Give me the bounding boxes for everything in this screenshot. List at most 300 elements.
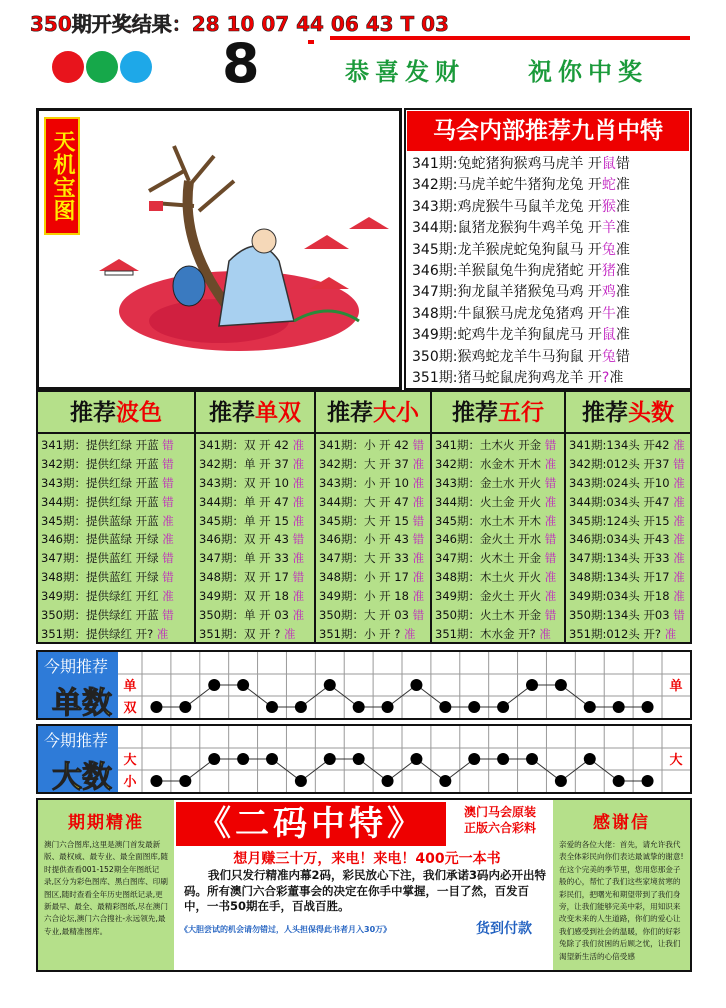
table-row xyxy=(38,493,194,512)
table-row xyxy=(566,587,690,606)
table-row xyxy=(432,474,564,493)
zodiac-issue: 343期: xyxy=(412,198,458,215)
chart-row-label-bottom: 小 xyxy=(123,775,137,790)
chart-dot xyxy=(266,753,278,765)
zodiac-picks: 鼠猪龙猴狗牛鸡羊兔 xyxy=(457,220,584,237)
chart-row-label-top: 单 xyxy=(123,679,137,694)
odd-even-chart-label xyxy=(38,652,118,721)
table-row xyxy=(38,587,194,606)
chart-dot xyxy=(642,701,654,713)
row-text: 346期:034头 开43 xyxy=(569,532,670,547)
row-status: 准 xyxy=(673,532,685,547)
zodiac-result: 鼠 xyxy=(601,327,616,344)
row-status: 准 xyxy=(544,589,557,604)
column-title-highlight: 波色 xyxy=(116,400,162,426)
row-text: 350期：火土木 开金 xyxy=(435,608,542,623)
table-row xyxy=(196,455,314,474)
zodiac-issue: 348期: xyxy=(412,305,458,322)
zodiac-row xyxy=(412,261,692,282)
table-row xyxy=(316,568,430,587)
table-row xyxy=(432,568,564,587)
zodiac-row xyxy=(412,282,692,303)
row-status: 准 xyxy=(544,570,557,585)
row-status: 准 xyxy=(412,456,425,471)
big-small-column xyxy=(316,392,432,642)
cash-on-delivery-label: 货到付款 xyxy=(476,921,532,937)
zodiac-status: 准 xyxy=(615,327,630,344)
column-title-prefix: 推荐 xyxy=(70,400,116,426)
row-status: 准 xyxy=(162,589,174,604)
chart-dot xyxy=(497,753,509,765)
treasure-map-panel xyxy=(36,108,402,390)
table-row xyxy=(432,436,564,455)
table-row xyxy=(566,530,690,549)
odd-even-chart-grid xyxy=(118,652,690,718)
row-text: 341期：双 开 42 xyxy=(199,438,289,452)
zodiac-result: 羊 xyxy=(601,220,616,237)
table-row xyxy=(316,530,430,549)
table-row xyxy=(432,530,564,549)
row-text: 348期：双 开 17 xyxy=(199,570,289,585)
row-status: 准 xyxy=(292,513,305,528)
table-row xyxy=(316,512,430,531)
zodiac-open: 开 xyxy=(587,348,602,365)
table-row xyxy=(38,512,194,531)
table-row xyxy=(38,436,194,455)
chart-dot xyxy=(555,775,567,787)
zodiac-row xyxy=(412,304,692,325)
column-title-prefix: 推荐 xyxy=(209,400,255,426)
row-status: 准 xyxy=(162,513,174,528)
row-text: 342期:012头 开37 xyxy=(569,456,670,471)
zodiac-status: 准 xyxy=(615,263,630,280)
row-text: 341期：土木火 开金 xyxy=(435,438,542,452)
chart-dot xyxy=(584,701,596,713)
chart-dot xyxy=(208,679,220,691)
chart-dot xyxy=(439,775,451,787)
zodiac-picks: 鸡虎猴牛马鼠羊龙兔 xyxy=(457,198,584,215)
row-status: 准 xyxy=(292,494,305,509)
row-status: 准 xyxy=(544,494,557,509)
table-row xyxy=(566,474,690,493)
column-title xyxy=(196,392,314,434)
row-text: 344期:034头 开47 xyxy=(569,494,670,509)
thanks-letter-title: 感谢信 xyxy=(593,813,650,833)
odd-even-column xyxy=(196,392,316,642)
row-status: 准 xyxy=(539,626,551,641)
row-status: 准 xyxy=(412,570,425,585)
row-status: 错 xyxy=(162,456,174,471)
big-small-chart-grid xyxy=(118,726,690,792)
table-row xyxy=(38,606,194,625)
zodiac-open: 开 xyxy=(587,327,602,344)
chart-dot xyxy=(410,679,422,691)
chart-right-label: 大 xyxy=(669,753,683,768)
left-panel-title: 期期精准 xyxy=(68,813,144,833)
zodiac-result: 鸡 xyxy=(601,284,616,301)
table-row xyxy=(432,549,564,568)
chart-dot xyxy=(266,701,278,713)
table-row xyxy=(38,625,194,644)
zodiac-picks: 猪马蛇鼠虎狗鸡龙羊 xyxy=(457,370,584,387)
row-status: 错 xyxy=(162,551,174,566)
zodiac-issue: 350期: xyxy=(412,348,458,365)
column-title xyxy=(38,392,194,434)
macao-label-line2: 正版六合彩料 xyxy=(463,821,536,835)
zodiac-issue: 346期: xyxy=(412,263,458,280)
chart-dot xyxy=(179,775,191,787)
row-text: 345期:124头 开15 xyxy=(569,513,670,528)
zodiac-result: 蛇 xyxy=(601,177,616,194)
column-title-highlight: 大小 xyxy=(373,400,419,426)
chart-dot xyxy=(613,701,625,713)
zodiac-row xyxy=(412,368,692,389)
treasure-map-illustration xyxy=(39,111,399,387)
chart-dot xyxy=(208,753,220,765)
zodiac-open: 开 xyxy=(587,156,602,172)
table-row xyxy=(196,474,314,493)
row-status: 错 xyxy=(162,438,174,452)
wave-color-column xyxy=(38,392,196,642)
table-row xyxy=(196,549,314,568)
zodiac-status: 错 xyxy=(615,348,630,365)
table-row xyxy=(316,606,430,625)
column-title-prefix: 推荐 xyxy=(327,400,373,426)
row-text: 346期：双 开 43 xyxy=(199,532,289,547)
chart-dot xyxy=(324,753,336,765)
zodiac-row xyxy=(412,175,692,196)
chart-right-label: 单 xyxy=(669,679,683,694)
thanks-letter-panel xyxy=(553,800,690,970)
issue-number: 8 xyxy=(222,32,260,95)
chart-dot xyxy=(150,775,162,787)
zodiac-issue: 342期: xyxy=(412,177,458,194)
chart-dot xyxy=(353,753,365,765)
chart-dot xyxy=(468,701,480,713)
row-status: 准 xyxy=(412,475,425,490)
zodiac-issue: 347期: xyxy=(412,284,458,301)
draw-result-text: 350期开奖结果：28 10 07 44 06 43 T 03 xyxy=(30,12,449,36)
zodiac-issue: 344期: xyxy=(412,220,458,237)
earn-headline: 想月赚三十万，来电！来电！400元一本书 xyxy=(233,851,501,867)
row-text: 351期：木水金 开? xyxy=(435,626,536,641)
macao-label-line1: 澳门马会原装 xyxy=(463,805,536,819)
slogan-left: 恭喜发财 xyxy=(345,57,465,86)
column-title-prefix: 推荐 xyxy=(452,400,498,426)
row-status: 准 xyxy=(673,475,685,490)
zodiac-row xyxy=(412,197,692,218)
header-divider xyxy=(330,36,690,40)
row-text: 342期：大 开 37 xyxy=(319,456,409,471)
zodiac-status: 准 xyxy=(615,305,630,322)
row-text: 341期：提供红绿 开蓝 xyxy=(41,438,159,452)
table-row xyxy=(432,587,564,606)
row-text: 345期：单 开 15 xyxy=(199,513,289,528)
table-row xyxy=(316,587,430,606)
row-text: 348期:134头 开17 xyxy=(569,570,670,585)
row-status: 准 xyxy=(284,626,296,641)
zodiac-row xyxy=(412,325,692,346)
column-title xyxy=(432,392,564,434)
thanks-letter-text: 亲爱的各位大佬：首先，请允许我代表全体彩民向你们表达最诚挚的谢意!在这个完美的季节里，您用您那金子般的心，帮忙了我们这些家境贫寒的彩民们，把曙光和期望带到了我们身旁，让我们能够完美中彩，用知识来改变未来的人生道路，你们的爱心让我们感受到社会的温暖，你们的好彩兔除了我们贫困的后顾之忧，让我们渴望新生活的心倍受感 xyxy=(559,840,684,961)
zodiac-issue: 345期: xyxy=(412,241,458,258)
row-status: 错 xyxy=(162,475,174,490)
chart-label-top: 今期推荐 xyxy=(44,657,109,676)
zodiac-row xyxy=(412,347,692,368)
row-status: 准 xyxy=(156,626,169,641)
row-text: 346期：提供蓝绿 开绿 xyxy=(41,532,159,547)
zodiac-open: 开 xyxy=(587,305,602,322)
table-row xyxy=(566,455,690,474)
chart-label-top: 今期推荐 xyxy=(44,731,109,750)
row-text: 348期：小 开 17 xyxy=(319,570,409,585)
chart-dot xyxy=(382,701,394,713)
row-text: 342期：单 开 37 xyxy=(199,456,289,471)
zodiac-picks: 蛇鸡牛龙羊狗鼠虎马 xyxy=(457,327,584,344)
row-status: 准 xyxy=(292,438,305,452)
promo-note: 《大胆尝试的机会请勿错过，人头担保得此书者月入30万》 xyxy=(180,925,392,934)
row-status: 错 xyxy=(412,532,425,547)
table-row xyxy=(566,493,690,512)
row-text: 347期：火木土 开金 xyxy=(435,551,542,566)
row-status: 准 xyxy=(292,456,305,471)
chart-dot xyxy=(526,753,538,765)
zodiac-picks: 狗龙鼠羊猪猴兔马鸡 xyxy=(457,284,584,301)
two-code-banner: 《二码中特》 xyxy=(176,802,446,846)
green-ball-icon xyxy=(86,51,118,83)
row-status: 错 xyxy=(292,570,305,585)
row-text: 341期:134头 开42 xyxy=(569,438,670,452)
row-text: 347期：单 开 33 xyxy=(199,551,289,566)
blue-ball-icon xyxy=(120,51,152,83)
zodiac-row xyxy=(412,240,692,261)
zodiac-result: 牛 xyxy=(601,305,616,322)
row-text: 341期：小 开 42 xyxy=(319,438,409,452)
table-row xyxy=(196,625,314,644)
row-text: 343期：提供红绿 开蓝 xyxy=(41,475,159,490)
row-status: 错 xyxy=(544,475,557,490)
row-status: 错 xyxy=(292,532,305,547)
chart-dot xyxy=(642,775,654,787)
zodiac-picks: 兔蛇猪狗猴鸡马虎羊 xyxy=(457,156,584,172)
row-status: 错 xyxy=(412,513,425,528)
row-text: 344期：火土金 开火 xyxy=(435,494,542,509)
zodiac-picks: 猴鸡蛇龙羊牛马狗鼠 xyxy=(457,348,584,365)
row-status: 准 xyxy=(412,494,425,509)
chart-dot xyxy=(497,701,509,713)
chart-dot xyxy=(353,701,365,713)
zodiac-row xyxy=(412,154,692,175)
zodiac-open: 开 xyxy=(587,198,602,215)
chart-dot xyxy=(150,701,162,713)
row-status: 准 xyxy=(673,494,685,509)
zodiac-status: 准 xyxy=(615,198,630,215)
chart-row-label-top: 大 xyxy=(123,753,137,768)
zodiac-picks: 马虎羊蛇牛猪狗龙兔 xyxy=(457,177,584,194)
table-row xyxy=(196,512,314,531)
row-status: 准 xyxy=(544,513,557,528)
row-status: 错 xyxy=(544,438,557,452)
header-divider-left xyxy=(308,40,314,44)
row-text: 343期：小 开 10 xyxy=(319,475,409,490)
row-text: 344期：提供红绿 开蓝 xyxy=(41,494,159,509)
column-title xyxy=(316,392,430,434)
big-small-chart xyxy=(36,724,692,794)
table-row xyxy=(196,436,314,455)
row-text: 345期：提供蓝绿 开蓝 xyxy=(41,513,159,528)
row-status: 错 xyxy=(162,608,174,623)
chart-dot xyxy=(410,753,422,765)
table-row xyxy=(566,606,690,625)
head-number-column xyxy=(566,392,690,642)
row-status: 准 xyxy=(664,626,677,641)
row-text: 346期：金火土 开水 xyxy=(435,532,542,547)
table-row xyxy=(38,455,194,474)
row-status: 准 xyxy=(162,532,174,547)
column-title-highlight: 五行 xyxy=(498,400,544,426)
macao-label xyxy=(450,804,550,836)
row-status: 错 xyxy=(162,570,174,585)
row-text: 348期：提供蓝红 开绿 xyxy=(41,570,159,585)
odd-even-chart xyxy=(36,650,692,720)
chart-dot xyxy=(468,753,480,765)
zodiac-open: 开 xyxy=(587,241,602,258)
row-status: 错 xyxy=(544,551,557,566)
table-row xyxy=(196,493,314,512)
row-text: 350期:134头 开03 xyxy=(569,608,670,623)
table-row xyxy=(432,455,564,474)
column-title-highlight: 头数 xyxy=(628,400,674,426)
chart-label-main: 大数 xyxy=(52,760,112,795)
chart-dot xyxy=(295,701,307,713)
chart-dot xyxy=(295,775,307,787)
recommendation-tables xyxy=(36,390,692,644)
zodiac-result: 猪 xyxy=(601,263,616,280)
row-text: 349期：金火土 开火 xyxy=(435,589,542,604)
table-row xyxy=(38,530,194,549)
big-small-chart-label xyxy=(38,726,118,795)
table-row xyxy=(196,530,314,549)
table-row xyxy=(38,549,194,568)
chart-dot xyxy=(324,679,336,691)
table-row xyxy=(196,568,314,587)
table-row xyxy=(316,549,430,568)
zodiac-result: 鼠 xyxy=(601,156,616,172)
nine-zodiac-title: 马会内部推荐九肖中特 xyxy=(407,111,689,151)
zodiac-open: 开 xyxy=(587,177,602,194)
zodiac-issue: 351期: xyxy=(412,370,458,387)
table-row xyxy=(316,436,430,455)
row-text: 350期：大 开 03 xyxy=(319,608,409,623)
row-status: 错 xyxy=(544,608,557,623)
zodiac-picks: 羊猴鼠兔牛狗虎猪蛇 xyxy=(457,263,584,280)
slogan-right: 祝你中奖 xyxy=(528,57,648,86)
table-row xyxy=(432,493,564,512)
row-text: 346期：小 开 43 xyxy=(319,532,409,547)
row-status: 准 xyxy=(292,589,305,604)
treasure-map-title: 天机宝图 xyxy=(44,117,80,235)
row-text: 342期：提供红绿 开蓝 xyxy=(41,456,159,471)
row-text: 351期：双 开 ? xyxy=(199,626,281,641)
zodiac-open: 开 xyxy=(587,284,602,301)
table-row xyxy=(38,568,194,587)
chart-dot xyxy=(526,679,538,691)
zodiac-result: 猴 xyxy=(601,198,616,215)
table-row xyxy=(316,493,430,512)
row-status: 准 xyxy=(292,608,305,623)
row-text: 347期：大 开 33 xyxy=(319,551,409,566)
zodiac-status: 准 xyxy=(615,284,630,301)
zodiac-status: 准 xyxy=(615,220,630,237)
zodiac-result: 兔 xyxy=(601,241,616,258)
table-row xyxy=(566,436,690,455)
chart-dot xyxy=(237,679,249,691)
chart-dot xyxy=(237,753,249,765)
chart-label-main: 单数 xyxy=(52,686,112,721)
row-status: 准 xyxy=(292,551,305,566)
five-elements-column xyxy=(432,392,566,642)
zodiac-open: 开 xyxy=(587,370,602,387)
chart-dot xyxy=(555,679,567,691)
row-text: 345期：水土木 开木 xyxy=(435,513,542,528)
zodiac-status: 准 xyxy=(615,177,630,194)
row-status: 错 xyxy=(412,608,425,623)
chart-dot xyxy=(439,701,451,713)
row-text: 350期：提供绿红 开蓝 xyxy=(41,608,159,623)
row-text: 350期：单 开 03 xyxy=(199,608,289,623)
table-row xyxy=(196,606,314,625)
zodiac-result: ? xyxy=(601,370,610,387)
zodiac-row xyxy=(412,218,692,239)
zodiac-open: 开 xyxy=(587,263,602,280)
row-text: 345期：大 开 15 xyxy=(319,513,409,528)
row-status: 错 xyxy=(162,494,174,509)
zodiac-picks: 龙羊猴虎蛇兔狗鼠马 xyxy=(457,241,584,258)
chart-dot xyxy=(382,775,394,787)
left-promo-panel xyxy=(38,800,174,970)
row-text: 351期:012头 开? xyxy=(569,626,662,641)
column-title-prefix: 推荐 xyxy=(582,400,628,426)
row-text: 349期:034头 开18 xyxy=(569,589,670,604)
table-row xyxy=(196,587,314,606)
zodiac-issue: 341期: xyxy=(412,156,458,172)
zodiac-status: 准 xyxy=(615,241,630,258)
chart-dot xyxy=(179,701,191,713)
table-row xyxy=(432,512,564,531)
nine-zodiac-list xyxy=(412,154,692,389)
zodiac-status: 错 xyxy=(615,156,630,172)
table-row xyxy=(566,568,690,587)
row-status: 准 xyxy=(673,570,685,585)
row-text: 343期：双 开 10 xyxy=(199,475,289,490)
left-panel-text: 澳门六合图库,这里是澳门首发最新版、最权威、最专业、最全面图库,随时提供查看001-152期全年图纸记录,区分为彩色图库、黑白图库、印刷图区,随时查看全年历史图纸记录,更新最早、最全、最精彩图纸,尽在澳门六合论坛,澳门六合搜社-永远领先,最专业,最精准图库。 xyxy=(44,840,168,936)
chart-dot xyxy=(584,753,596,765)
table-row xyxy=(316,625,430,644)
row-status: 准 xyxy=(673,438,685,452)
row-text: 342期：水金木 开木 xyxy=(435,456,542,471)
row-text: 343期:024头 开10 xyxy=(569,475,670,490)
row-text: 347期：提供蓝红 开绿 xyxy=(41,551,159,566)
table-row xyxy=(432,625,564,644)
row-status: 准 xyxy=(673,551,685,566)
row-status: 准 xyxy=(404,626,416,641)
table-row xyxy=(566,549,690,568)
table-row xyxy=(316,474,430,493)
chart-row-label-bottom: 双 xyxy=(123,701,137,716)
row-text: 344期：大 开 47 xyxy=(319,494,409,509)
zodiac-status: 准 xyxy=(609,370,624,387)
row-status: 准 xyxy=(544,456,557,471)
